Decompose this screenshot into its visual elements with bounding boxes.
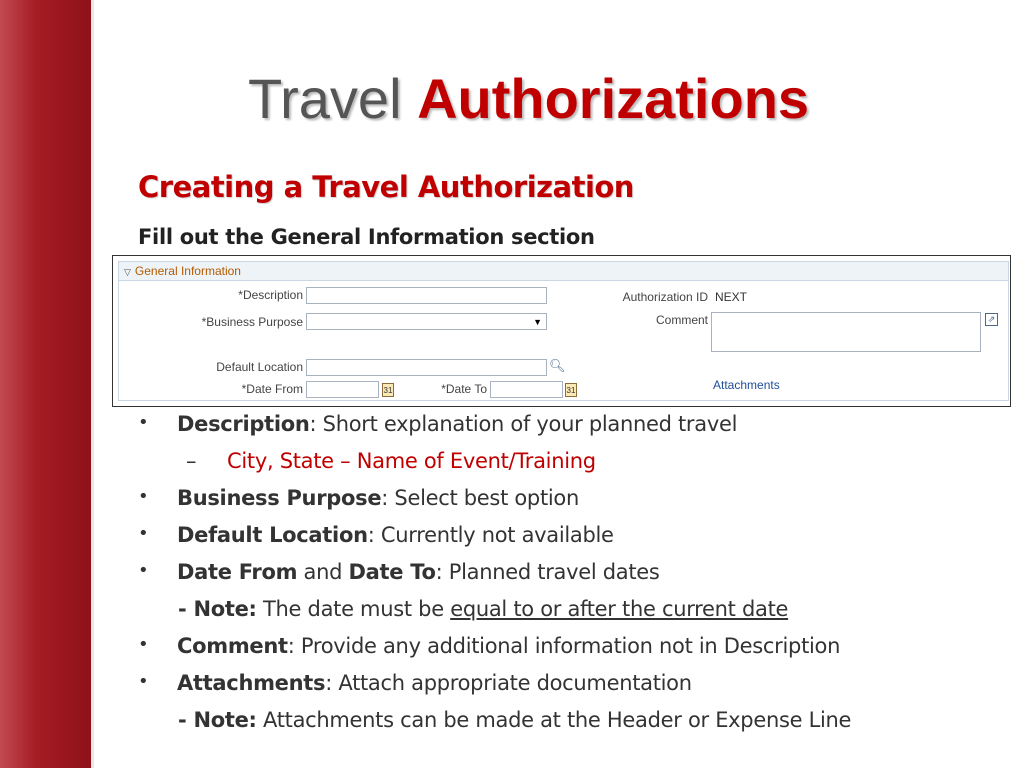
general-information-form bbox=[112, 255, 1011, 407]
bullet-icon: • bbox=[138, 486, 149, 507]
bullet-icon: • bbox=[138, 560, 149, 581]
expand-textarea-icon[interactable]: ⇗ bbox=[985, 313, 998, 326]
note-prefix: - bbox=[178, 708, 194, 732]
instruction-text: Fill out the General Information section bbox=[138, 225, 595, 249]
bullet-term: Description bbox=[177, 412, 310, 436]
bullet-icon: • bbox=[138, 412, 149, 433]
section-title: General Information bbox=[134, 264, 241, 278]
title-part-authorizations: Authorizations bbox=[417, 67, 810, 130]
decorative-sidebar bbox=[0, 0, 91, 768]
bullet-term: Attachments bbox=[177, 671, 326, 695]
note-text: The date must be bbox=[256, 597, 451, 621]
bullet-term: Default Location bbox=[177, 523, 368, 547]
authorization-id-label: Authorization ID bbox=[622, 290, 708, 304]
title-part-travel: Travel bbox=[248, 67, 402, 130]
list-item bbox=[178, 597, 788, 621]
calendar-icon[interactable]: 31 bbox=[565, 383, 577, 397]
section-body bbox=[118, 280, 1009, 401]
attachments-link[interactable]: Attachments bbox=[713, 378, 780, 392]
note-text: Attachments can be made at the Header or Expense Line bbox=[256, 708, 852, 732]
date-from-input[interactable] bbox=[306, 381, 379, 398]
bullet-icon: • bbox=[138, 523, 149, 544]
bullet-text: : Short explanation of your planned travel bbox=[309, 412, 738, 436]
note-underlined-text: equal to or after the current date bbox=[450, 597, 789, 621]
section-header[interactable] bbox=[118, 261, 1009, 281]
bullet-text: and bbox=[297, 560, 349, 584]
description-label: *Description bbox=[238, 288, 303, 302]
default-location-input[interactable] bbox=[306, 359, 547, 376]
comment-textarea[interactable] bbox=[711, 312, 981, 352]
bullet-icon: • bbox=[138, 671, 149, 692]
default-location-label: Default Location bbox=[216, 360, 303, 374]
date-from-label: *Date From bbox=[241, 382, 303, 396]
note-prefix: - bbox=[178, 597, 194, 621]
bullet-term: Business Purpose bbox=[177, 486, 382, 510]
date-to-label: *Date To bbox=[441, 382, 487, 396]
bullet-text: : Planned travel dates bbox=[435, 560, 660, 584]
lookup-magnifier-icon[interactable]: 🔍︎ bbox=[549, 358, 566, 373]
note-label: Note: bbox=[193, 597, 257, 621]
comment-label: Comment bbox=[655, 313, 708, 327]
business-purpose-label: *Business Purpose bbox=[201, 315, 303, 329]
collapse-triangle-icon[interactable]: ▽ bbox=[124, 267, 131, 277]
slide-subtitle: Creating a Travel Authorization bbox=[138, 170, 634, 204]
description-input[interactable] bbox=[306, 287, 547, 304]
note-label: Note: bbox=[193, 708, 257, 732]
bullet-text: : Provide any additional information not in Description bbox=[287, 634, 841, 658]
business-purpose-select[interactable] bbox=[306, 313, 547, 330]
sub-bullet-text: City, State – Name of Event/Training bbox=[227, 449, 596, 473]
calendar-icon[interactable]: 31 bbox=[382, 383, 394, 397]
slide-title bbox=[248, 66, 809, 132]
sub-bullet-dash: – bbox=[186, 449, 197, 473]
date-to-input[interactable] bbox=[490, 381, 563, 398]
sidebar-divider bbox=[91, 0, 94, 768]
bullet-text: : Currently not available bbox=[367, 523, 614, 547]
dropdown-arrow-icon[interactable]: ▼ bbox=[533, 317, 542, 327]
bullet-term: Date From bbox=[177, 560, 298, 584]
bullet-term: Comment bbox=[177, 634, 288, 658]
bullet-icon: • bbox=[138, 634, 149, 655]
bullet-term: Date To bbox=[348, 560, 436, 584]
bullet-text: : Select best option bbox=[381, 486, 579, 510]
list-item bbox=[178, 708, 851, 732]
bullet-text: : Attach appropriate documentation bbox=[325, 671, 692, 695]
authorization-id-value: NEXT bbox=[715, 290, 748, 304]
